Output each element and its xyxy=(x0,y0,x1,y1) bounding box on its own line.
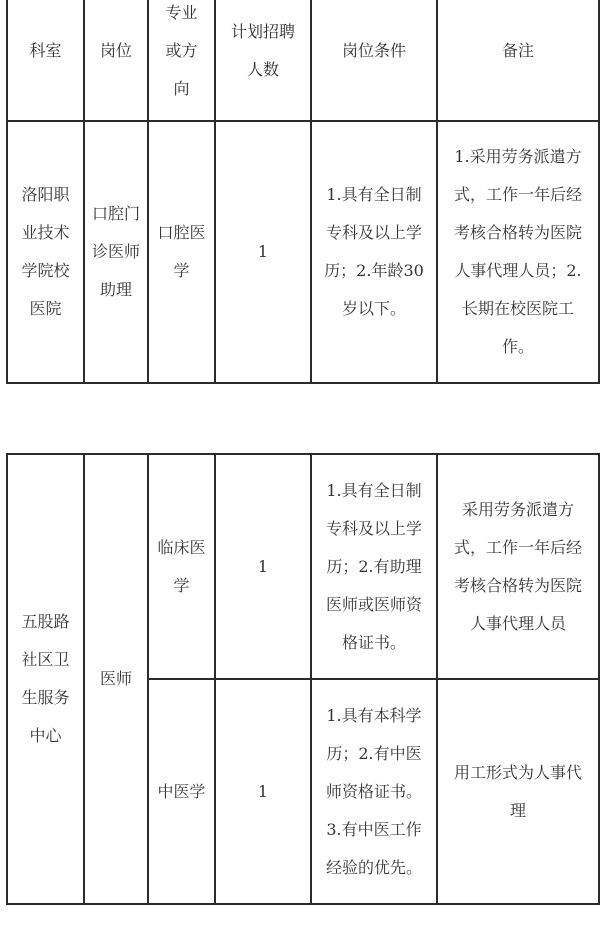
header-major: 专业 或方 向 xyxy=(148,0,215,121)
position-cell: 口腔门 诊医师 助理 xyxy=(84,121,148,383)
header-requirements: 岗位条件 xyxy=(311,0,437,121)
requirements-cell: 1.具有全日制 专科及以上学 历；2.年龄30 岁以下。 xyxy=(311,121,437,383)
header-dept: 科室 xyxy=(7,0,84,121)
notes-cell: 采用劳务派遣方 式，工作一年后经 考核合格转为医院 人事代理人员 xyxy=(437,454,599,679)
header-notes: 备注 xyxy=(437,0,599,121)
table-row xyxy=(7,121,599,383)
major-cell: 中医学 xyxy=(148,679,215,904)
header-row xyxy=(7,0,599,121)
table-row xyxy=(7,454,599,679)
count-cell: 1 xyxy=(215,121,311,383)
count-cell: 1 xyxy=(215,679,311,904)
dept-cell: 五股路 社区卫 生服务 中心 xyxy=(7,454,84,904)
dept-cell: 洛阳职 业技术 学院校 医院 xyxy=(7,121,84,383)
notes-cell: 1.采用劳务派遣方 式，工作一年后经 考核合格转为医院 人事代理人员；2. 长期在校医院工 作。 xyxy=(437,121,599,383)
major-cell: 口腔医 学 xyxy=(148,121,215,383)
header-position: 岗位 xyxy=(84,0,148,121)
recruitment-table-2 xyxy=(6,453,600,905)
requirements-cell: 1.具有本科学 历；2.有中医 师资格证书。 3.有中医工作 经验的优先。 xyxy=(311,679,437,904)
count-cell: 1 xyxy=(215,454,311,679)
recruitment-table-1 xyxy=(6,0,600,384)
major-cell: 临床医 学 xyxy=(148,454,215,679)
header-count: 计划招聘 人数 xyxy=(215,0,311,121)
requirements-cell: 1.具有全日制 专科及以上学 历；2.有助理 医师或医师资 格证书。 xyxy=(311,454,437,679)
notes-cell: 用工形式为人事代 理 xyxy=(437,679,599,904)
position-cell: 医师 xyxy=(84,454,148,904)
